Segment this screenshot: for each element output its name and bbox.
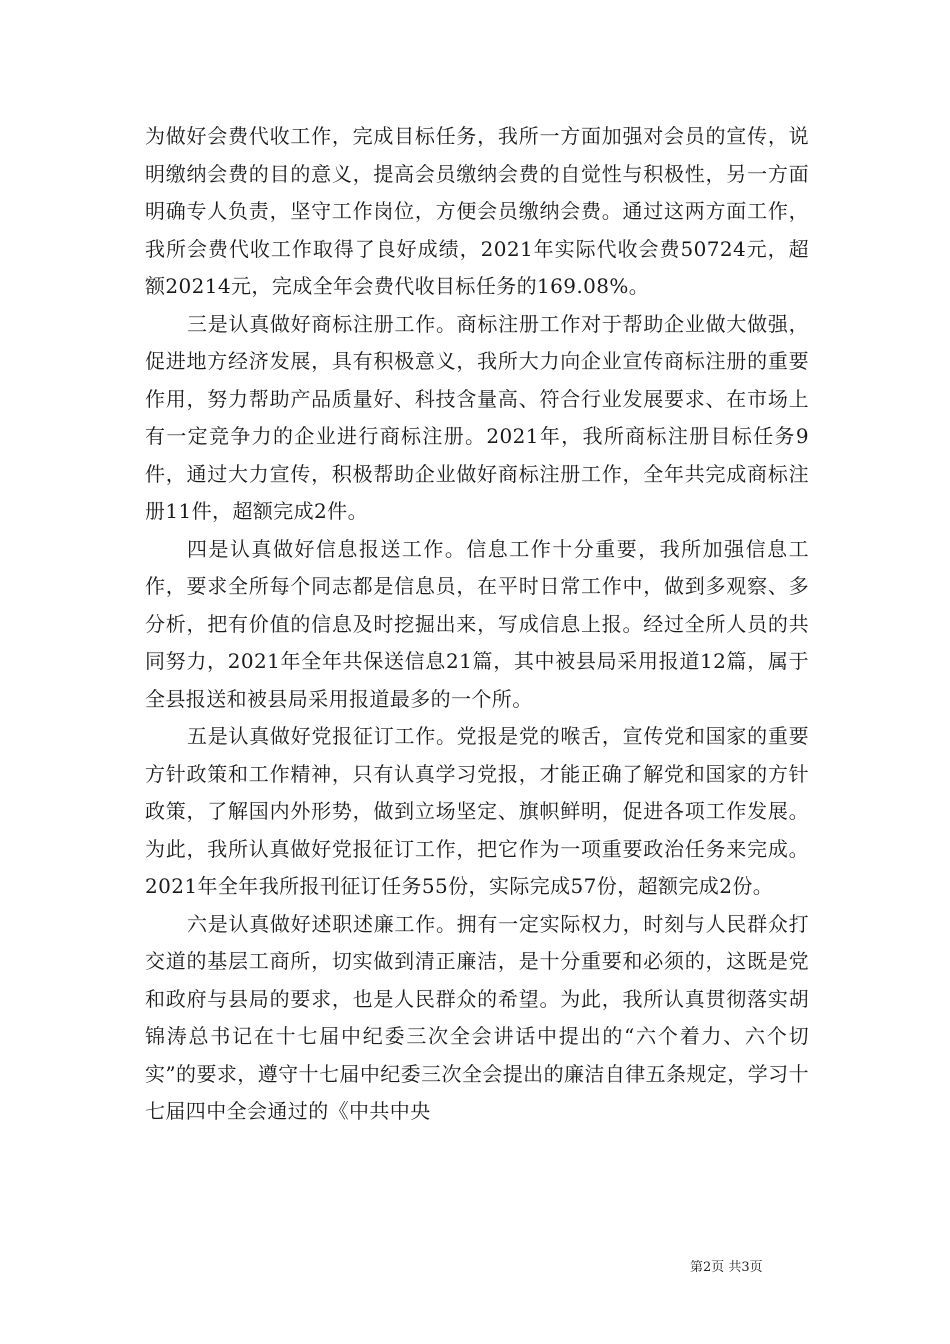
paragraph-party-newspaper: 五是认真做好党报征订工作。党报是党的喉舌，宣传党和国家的重要方针政策和工作精神，只有认真学习党报，才能正确了解党和国家的方针政策，了解国内外形势，做到立场坚定、旗帜鲜明，促进各项工作发展。为此，我所认真做好党报征订工作，把它作为一项重要政治任务来完成。2021年全年我所报刊征订任务55份，实际完成57份，超额完成2份。 [145,724,809,898]
paragraph-membership-fees: 为做好会费代收工作，完成目标任务，我所一方面加强对会员的宣传，说明缴纳会费的目的意义，提高会员缴纳会费的自觉性与积极性，另一方面明确专人负责，坚守工作岗位，方便会员缴纳会费。通过这两方面工作，我所会费代收工作取得了良好成绩，2021年实际代收会费50724元，超额20214元，完成全年会费代收目标任务的169.08%。 [145,124,809,298]
paragraph-integrity-report: 六是认真做好述职述廉工作。拥有一定实际权力，时刻与人民群众打交道的基层工商所，切实做到清正廉洁，是十分重要和必须的，这既是党和政府与县局的要求，也是人民群众的希望。为此，我所认真贯彻落实胡锦涛总书记在十七届中纪委三次全会讲话中提出的“六个着力、六个切实”的要求，遵守十七届中纪委三次全会提出的廉洁自律五条规定，学习十七届四中全会通过的《中共中央 [145,911,809,1123]
paragraph-information-reporting: 四是认真做好信息报送工作。信息工作十分重要，我所加强信息工作，要求全所每个同志都是信息员，在平时日常工作中，做到多观察、多分析，把有价值的信息及时挖掘出来，写成信息上报。经过全所人员的共同努力，2021年全年共保送信息21篇，其中被县局采用报道12篇，属于全县报送和被县局采用报道最多的一个所。 [145,536,809,711]
document-body [145,118,809,1131]
page-number: 第2页 共3页 [690,1260,763,1275]
paragraph-trademark-registration: 三是认真做好商标注册工作。商标注册工作对于帮助企业做大做强，促进地方经济发展，具有积极意义，我所大力向企业宣传商标注册的重要作用，努力帮助产品质量好、科技含量高、符合行业发展要求、在市场上有一定竞争力的企业进行商标注册。2021年，我所商标注册目标任务9件，通过大力宣传，积极帮助企业做好商标注册工作，全年共完成商标注册11件，超额完成2件。 [145,311,809,523]
